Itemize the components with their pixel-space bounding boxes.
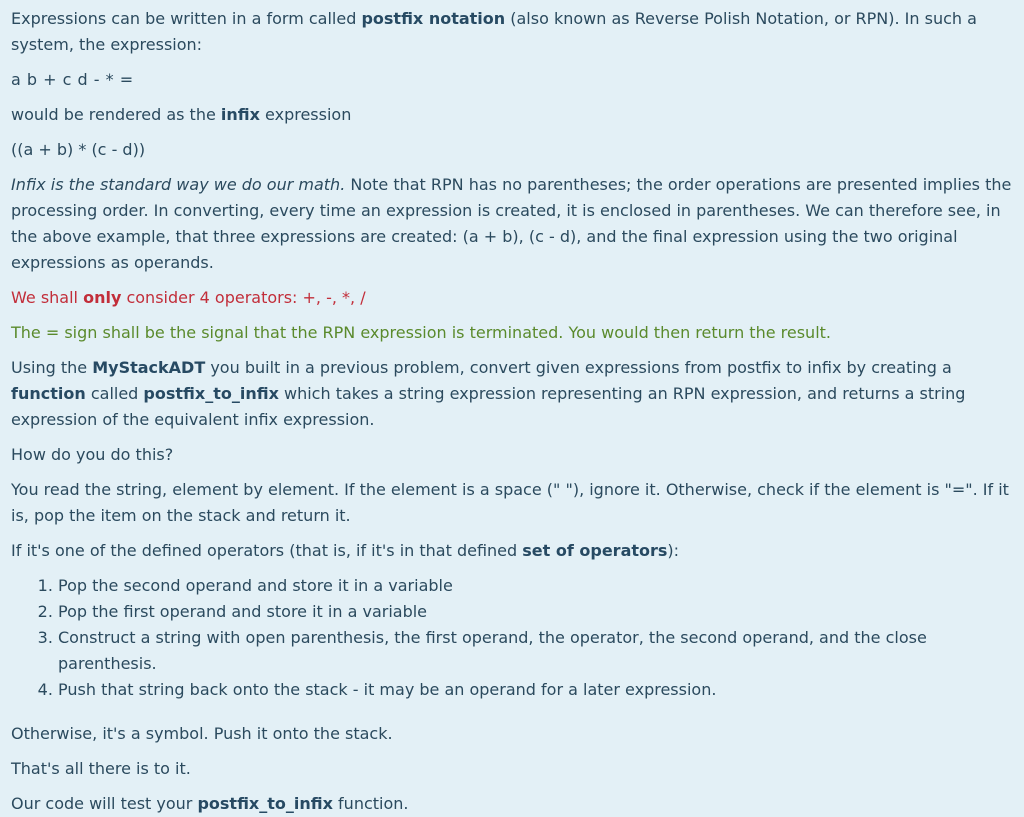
step-item: 3. Construct a string with open parenthesis, the first operand, the operator, the second operand, and the close parenthesis. bbox=[58, 625, 1012, 677]
infix-intro-paragraph bbox=[11, 102, 1012, 128]
operators-note-text: We shall bbox=[11, 288, 84, 307]
infix-example: ((a + b) * (c - d)) bbox=[11, 140, 146, 159]
infix-intro-text-cont: expression bbox=[259, 105, 352, 124]
task-paragraph bbox=[11, 355, 1012, 433]
term-postfix-to-infix-2: postfix_to_infix bbox=[197, 794, 333, 813]
task-text-3: called bbox=[85, 384, 144, 403]
operators-note bbox=[11, 285, 1012, 311]
step-item: 4. Push that string back onto the stack - it may be an operand for a later expression. bbox=[58, 677, 1012, 703]
step-item: 2. Pop the first operand and store it in a variable bbox=[58, 599, 1012, 625]
testing-text: Our code will test your bbox=[11, 794, 198, 813]
step-item: 1. Pop the second operand and store it in a variable bbox=[58, 573, 1012, 599]
term-mystackadt: MyStackADT bbox=[92, 358, 206, 377]
term-function: function bbox=[11, 384, 86, 403]
testing-text-cont: function. bbox=[332, 794, 409, 813]
term-infix: infix bbox=[220, 105, 260, 124]
intro-text-cont: (also known as Reverse Polish Notation, or RPN). In such a system, the expression: bbox=[11, 9, 977, 54]
task-text-2: you built in a previous problem, convert given expressions from postfix to infix by creating a bbox=[205, 358, 952, 377]
infix-standard-note: Infix is the standard way we do our math. bbox=[11, 175, 346, 194]
closing-note: That's all there is to it. bbox=[11, 759, 191, 778]
infix-intro-text: would be rendered as the bbox=[11, 105, 221, 124]
symbol-case-paragraph: Otherwise, it's a symbol. Push it onto the stack. bbox=[11, 724, 393, 743]
explanation-paragraph bbox=[11, 172, 1012, 276]
operator-case-text: If it's one of the defined operators (that is, if it's in that defined bbox=[11, 541, 523, 560]
testing-note bbox=[11, 791, 1012, 817]
algorithm-paragraph: You read the string, element by element. If the element is a space (" "), ignore it. Otherwise, check if the element is "=". If it is, pop the item on the stack and return it. bbox=[11, 480, 1009, 525]
task-text: Using the bbox=[11, 358, 93, 377]
task-text-4: which takes a string expression representing an RPN expression, and returns a string expression of the equivalent infix expression. bbox=[11, 384, 966, 429]
how-question: How do you do this? bbox=[11, 445, 174, 464]
operator-case-text-cont: ): bbox=[667, 541, 680, 560]
intro-text: Expressions can be written in a form called bbox=[11, 9, 362, 28]
explanation-text: Note that RPN has no parentheses; the order operations are presented implies the processing order. In converting, every time an expression is created, it is enclosed in parentheses. We can therefore see, in the above example, that three expressions are created: (a + b), (c - d), and the final expression using the two original expressions as operands. bbox=[11, 175, 1012, 272]
intro-paragraph bbox=[11, 6, 1012, 58]
operators-list: consider 4 operators: +, -, *, / bbox=[121, 288, 366, 307]
steps-list bbox=[11, 573, 1012, 703]
term-set-of-operators: set of operators bbox=[522, 541, 668, 560]
term-postfix-to-infix: postfix_to_infix bbox=[143, 384, 279, 403]
term-postfix-notation: postfix notation bbox=[361, 9, 506, 28]
terminator-note: The = sign shall be the signal that the RPN expression is terminated. You would then return the result. bbox=[11, 323, 831, 342]
term-only: only bbox=[83, 288, 122, 307]
rpn-example: a b + c d - * = bbox=[11, 70, 134, 89]
operator-case-paragraph bbox=[11, 538, 1012, 564]
